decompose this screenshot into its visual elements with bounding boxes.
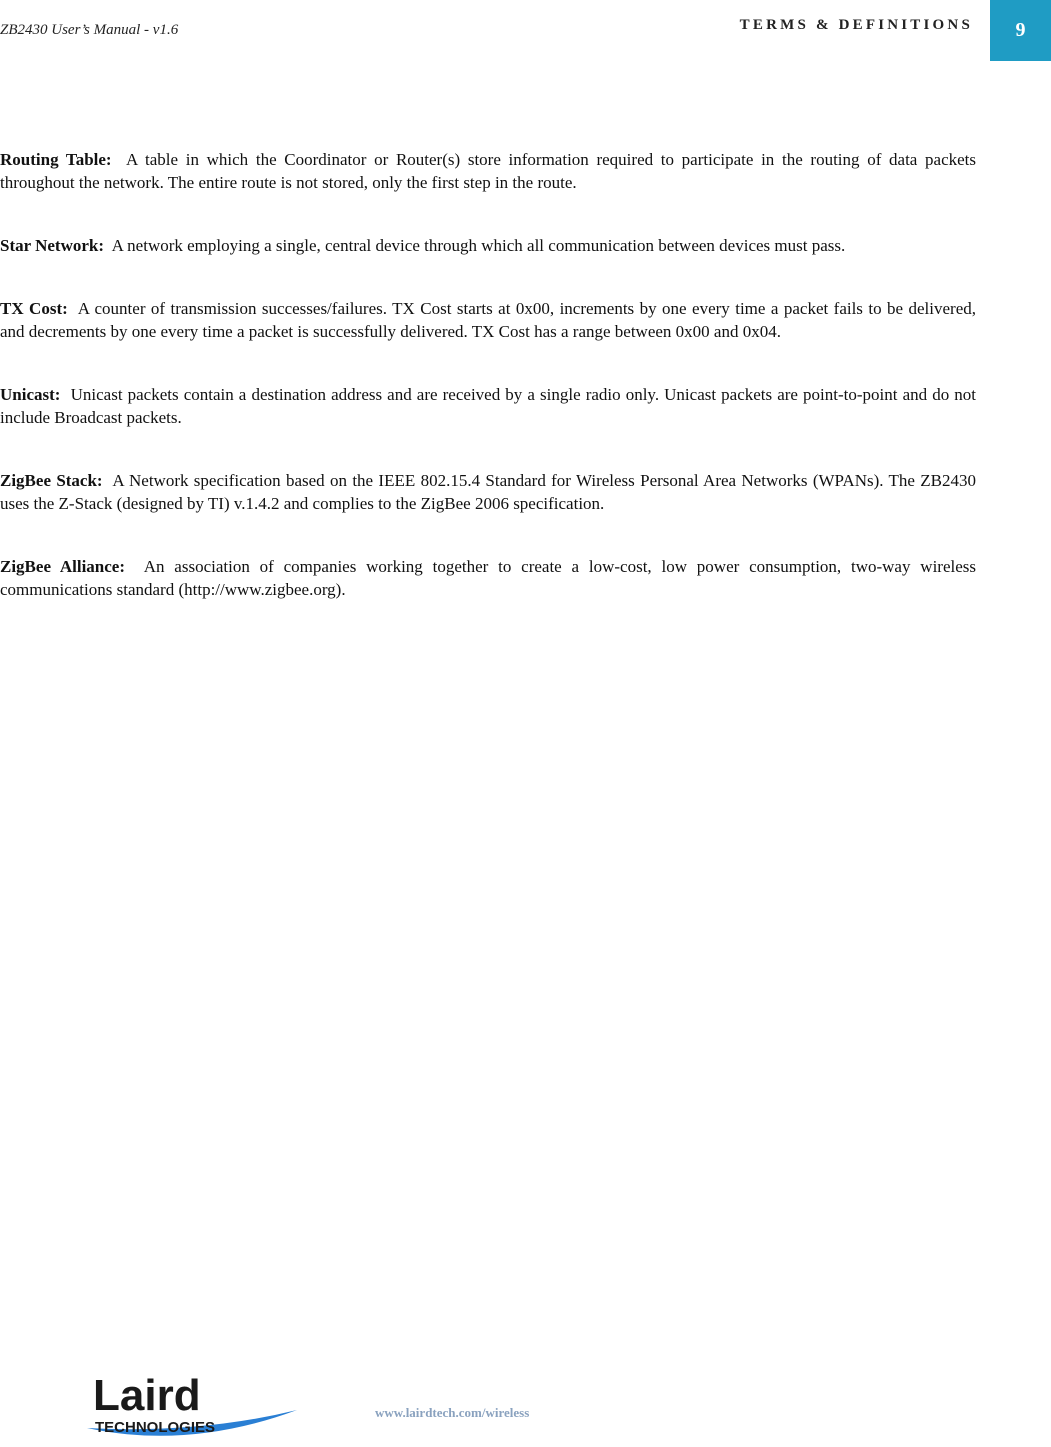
term-label: ZigBee Stack: (0, 471, 103, 490)
definition-text: A Network specification based on the IEEE 802.15.4 Standard for Wireless Personal Area Networks (WPANs). The ZB2430 uses the Z-Stack (designed by TI) v.1.4.2 and complies to the ZigBee 2006 specification. (0, 471, 977, 513)
definition-tx-cost (0, 297, 976, 343)
definition-zigbee-alliance (0, 555, 976, 601)
footer-url-link[interactable]: www.lairdtech.com/wireless (375, 1405, 530, 1420)
logo-word: Laird (93, 1371, 201, 1420)
section-title: TERMS & DEFINITIONS (739, 17, 973, 33)
page-number: 9 (1015, 19, 1026, 41)
definition-star-network (0, 234, 976, 257)
definition-text: A network employing a single, central device through which all communication between devices must pass. (111, 236, 846, 255)
term-label: TX Cost: (0, 299, 68, 318)
definitions-list (0, 148, 976, 641)
doc-title: ZB2430 User’s Manual - v1.6 (0, 22, 179, 38)
laird-logo (79, 1370, 299, 1442)
laird-logo-graphic (79, 1370, 299, 1442)
term-label: Star Network: (0, 236, 105, 255)
definition-unicast (0, 383, 976, 429)
logo-subword: TECHNOLOGIES (95, 1419, 216, 1436)
term-label: Routing Table: (0, 150, 112, 169)
definition-text: An association of companies working together to create a low-cost, low power consumption, two-way wireless communications standard (http://www.zigbee.org). (0, 557, 976, 599)
term-label: Unicast: (0, 385, 61, 404)
definition-routing-table (0, 148, 976, 194)
page-number-tab (990, 0, 1051, 61)
definition-text: Unicast packets contain a destination address and are received by a single radio only. Unicast packets are point-to-point and do not include Broadcast packets. (0, 385, 977, 427)
term-label: ZigBee Alliance: (0, 557, 126, 576)
definition-text: A counter of transmission successes/failures. TX Cost starts at 0x00, increments by one every time a packet fails to be delivered, and decrements by one every time a packet is successfully delivered. TX Cost has a range between 0x00 and 0x04. (0, 299, 977, 341)
definition-zigbee-stack (0, 469, 976, 515)
definition-text: A table in which the Coordinator or Router(s) store information required to participate in the routing of data packets throughout the network. The entire route is not stored, only the first step in the route. (0, 150, 976, 192)
